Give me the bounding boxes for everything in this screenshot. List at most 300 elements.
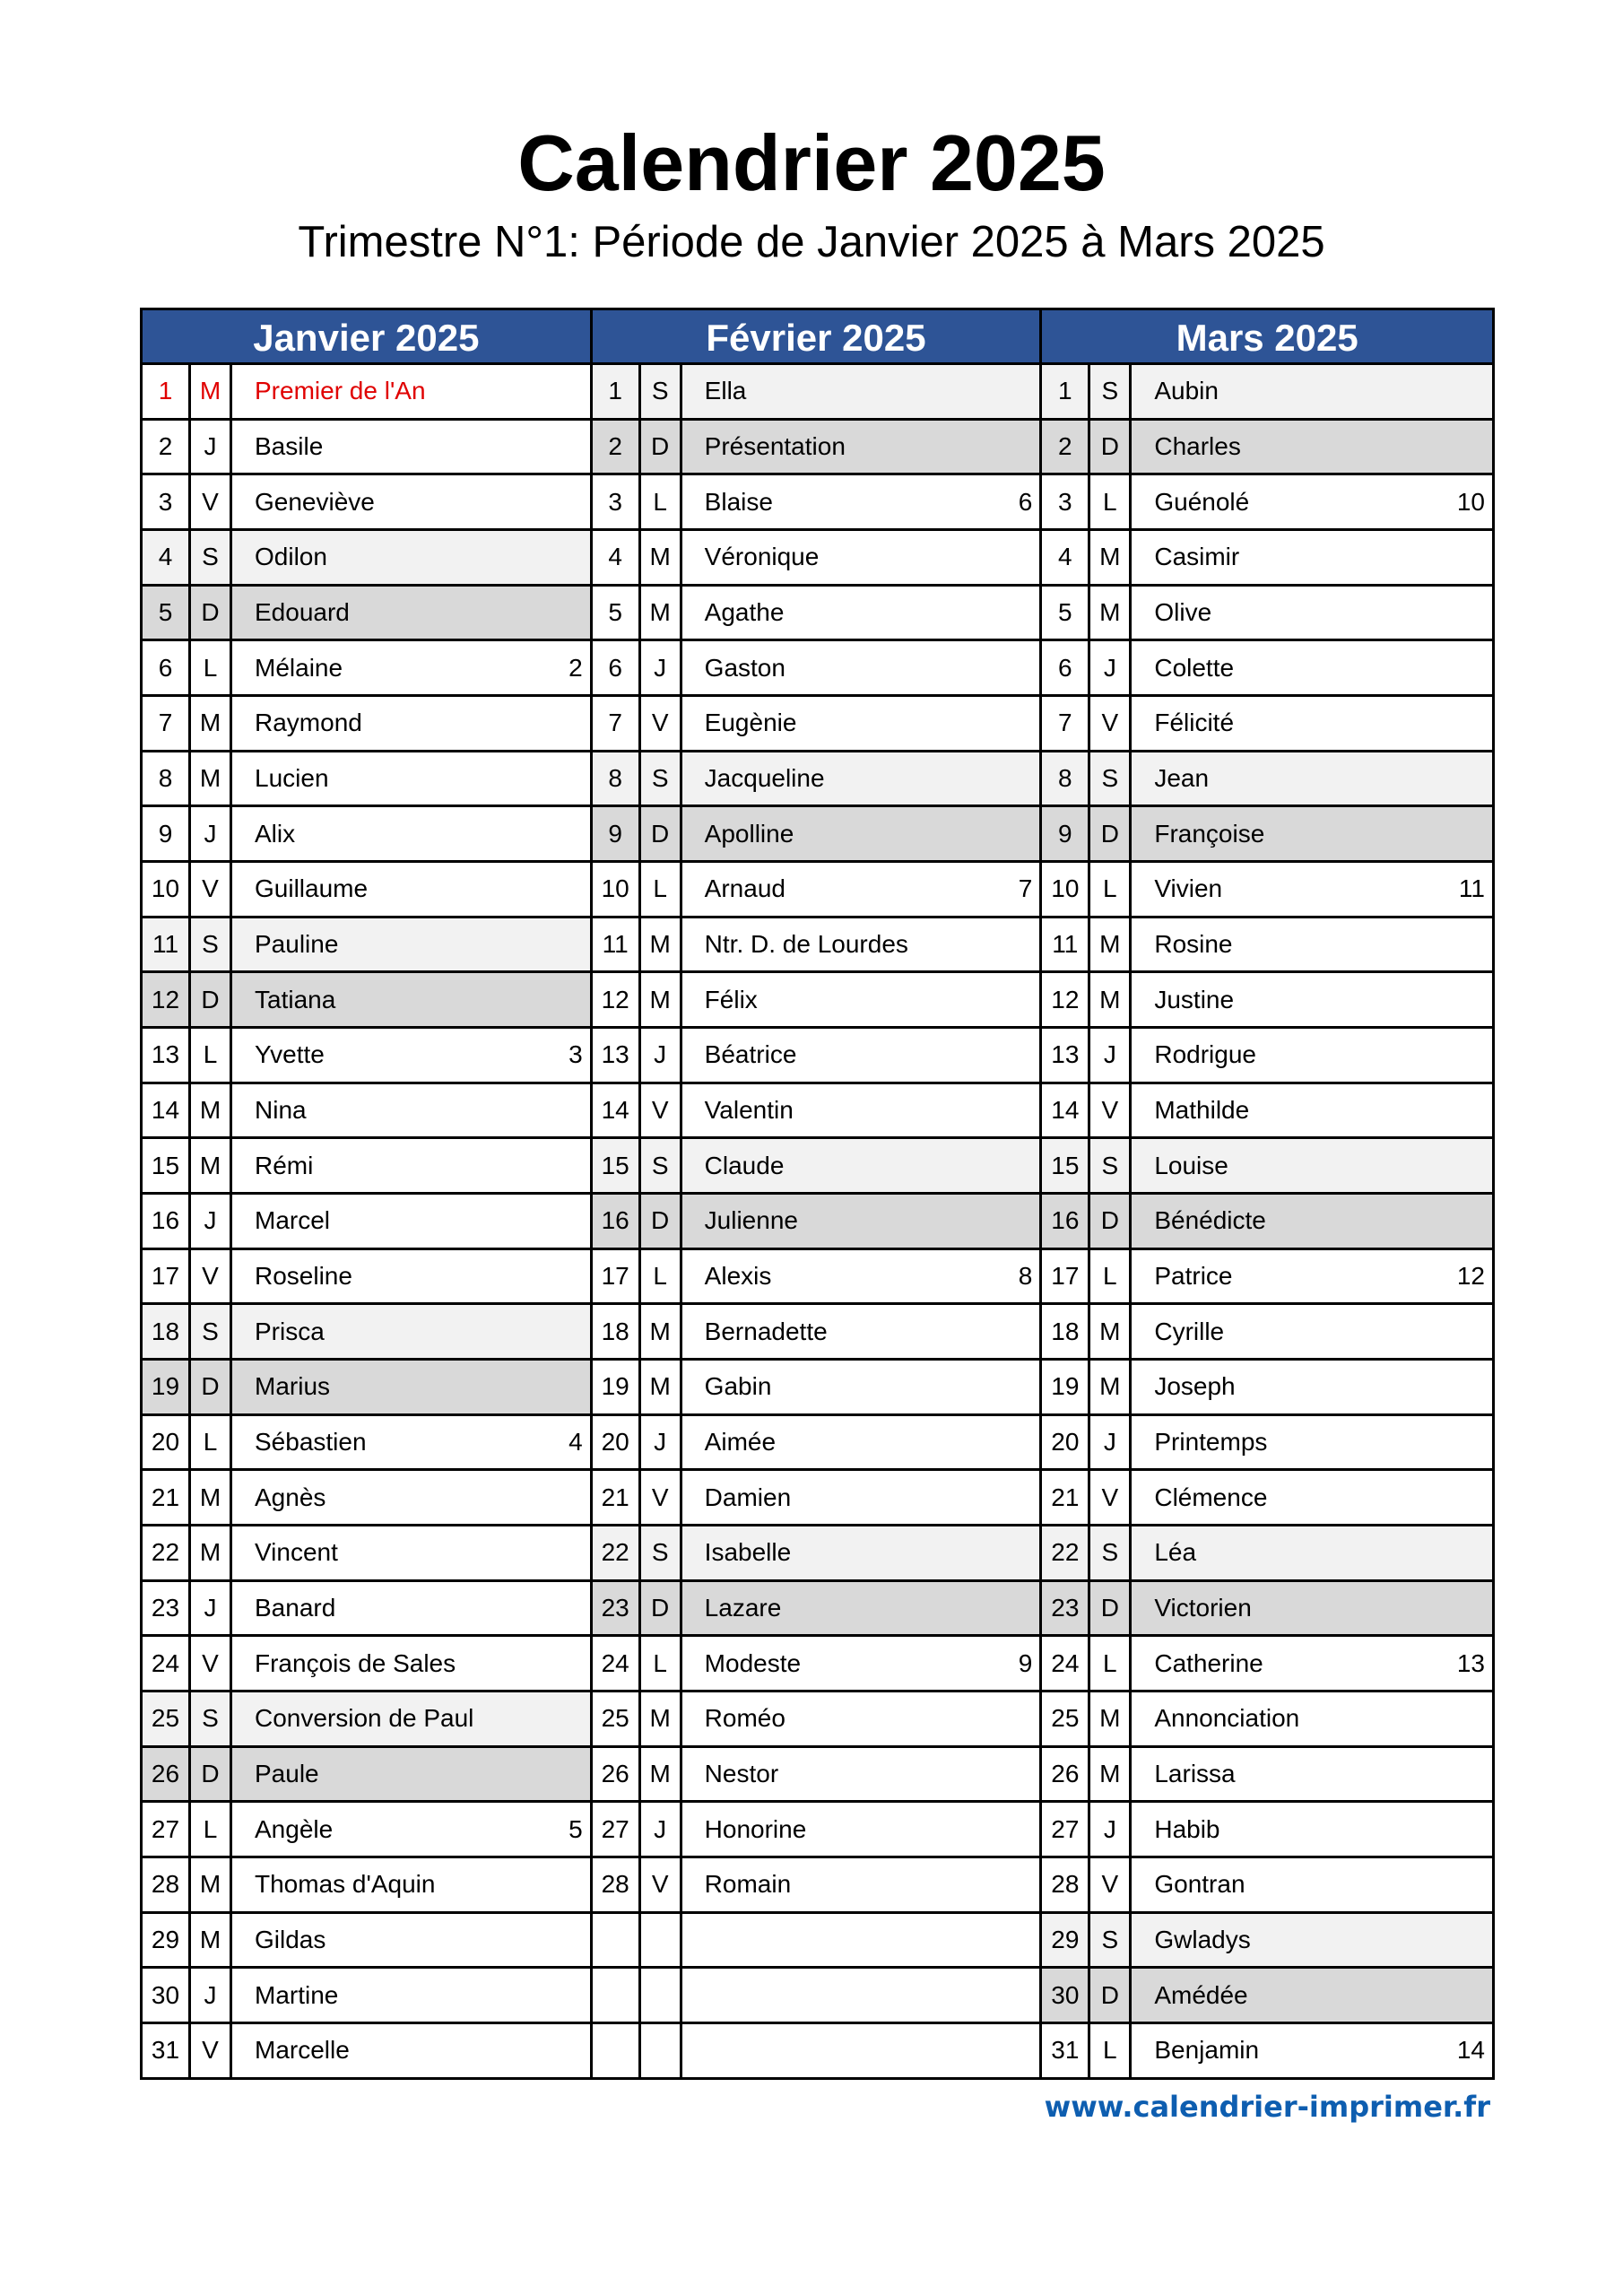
day-row bbox=[593, 1526, 1040, 1582]
saint-name-cell bbox=[682, 2024, 1040, 2077]
month-rows bbox=[593, 365, 1040, 2077]
month-column bbox=[593, 310, 1043, 2077]
saint-name: Arnaud bbox=[704, 874, 785, 903]
saint-name-cell bbox=[1132, 641, 1492, 694]
day-number: 28 bbox=[143, 1858, 191, 1911]
weekday-letter: S bbox=[1090, 1139, 1132, 1192]
week-number: 10 bbox=[1456, 487, 1485, 516]
day-number: 29 bbox=[143, 1914, 191, 1967]
saint-name: Nina bbox=[255, 1096, 307, 1125]
weekday-letter: S bbox=[1090, 1526, 1132, 1579]
saint-name: Justine bbox=[1154, 985, 1235, 1013]
saint-name: Rémi bbox=[255, 1151, 314, 1179]
saint-name: Clémence bbox=[1154, 1483, 1268, 1511]
day-row bbox=[143, 1471, 590, 1526]
day-number: 7 bbox=[1042, 697, 1090, 750]
day-row bbox=[1042, 1416, 1492, 1472]
weekday-letter: V bbox=[191, 2024, 232, 2077]
saint-name: Banard bbox=[255, 1594, 336, 1622]
saint-name: Charles bbox=[1154, 432, 1241, 460]
day-row bbox=[1042, 973, 1492, 1029]
day-number: 6 bbox=[593, 641, 641, 694]
month-rows bbox=[1042, 365, 1492, 2077]
saint-name: Bernadette bbox=[704, 1317, 828, 1345]
day-row bbox=[593, 1748, 1040, 1804]
day-row bbox=[593, 1416, 1040, 1472]
page-subtitle: Trimestre N°1: Période de Janvier 2025 à Mars 2025 bbox=[298, 218, 1325, 266]
calendar-grid bbox=[140, 308, 1495, 2080]
day-number: 7 bbox=[593, 697, 641, 750]
weekday-letter: M bbox=[1090, 587, 1132, 639]
saint-name: Olive bbox=[1154, 598, 1212, 627]
day-number: 24 bbox=[593, 1637, 641, 1690]
month-header: Mars 2025 bbox=[1042, 310, 1492, 365]
weekday-letter: V bbox=[641, 1084, 682, 1137]
saint-name: Ntr. D. de Lourdes bbox=[704, 930, 908, 959]
saint-name: Julienne bbox=[704, 1206, 798, 1235]
week-number: 12 bbox=[1456, 1262, 1485, 1291]
saint-name: Premier de l'An bbox=[255, 377, 426, 405]
day-number: 14 bbox=[1042, 1084, 1090, 1137]
saint-name-cell bbox=[1132, 1914, 1492, 1967]
saint-name-cell bbox=[682, 1195, 1040, 1248]
day-number: 22 bbox=[1042, 1526, 1090, 1579]
saint-name: Geneviève bbox=[255, 487, 375, 516]
saint-name-cell bbox=[682, 1692, 1040, 1745]
saint-name-cell bbox=[682, 587, 1040, 639]
saint-name-cell bbox=[1132, 752, 1492, 805]
day-number bbox=[593, 1914, 641, 1967]
saint-name: Léa bbox=[1154, 1538, 1197, 1567]
weekday-letter: J bbox=[191, 807, 232, 860]
saint-name-cell bbox=[232, 1139, 590, 1192]
weekday-letter: L bbox=[191, 1803, 232, 1856]
week-number: 4 bbox=[568, 1428, 583, 1457]
week-number: 13 bbox=[1456, 1648, 1485, 1677]
day-row bbox=[1042, 1139, 1492, 1195]
saint-name-cell bbox=[1132, 1803, 1492, 1856]
saint-name-cell bbox=[232, 641, 590, 694]
day-row bbox=[593, 1582, 1040, 1638]
saint-name: Habib bbox=[1154, 1814, 1220, 1843]
day-row bbox=[1042, 1084, 1492, 1140]
saint-name: Raymond bbox=[255, 709, 362, 737]
weekday-letter: D bbox=[1090, 421, 1132, 474]
day-row bbox=[593, 421, 1040, 476]
saint-name: Marcelle bbox=[255, 2036, 350, 2065]
saint-name-cell bbox=[1132, 807, 1492, 860]
day-number bbox=[593, 2024, 641, 2077]
saint-name-cell bbox=[1132, 531, 1492, 584]
weekday-letter: S bbox=[641, 1139, 682, 1192]
saint-name-cell bbox=[1132, 1526, 1492, 1579]
day-row bbox=[1042, 1803, 1492, 1858]
day-number: 31 bbox=[1042, 2024, 1090, 2077]
day-number: 17 bbox=[593, 1250, 641, 1303]
day-number: 9 bbox=[143, 807, 191, 860]
week-number: 3 bbox=[568, 1040, 583, 1069]
saint-name: Benjamin bbox=[1154, 2036, 1260, 2065]
weekday-letter: L bbox=[1090, 1250, 1132, 1303]
day-row bbox=[593, 1250, 1040, 1306]
day-row bbox=[1042, 1526, 1492, 1582]
day-row bbox=[143, 1305, 590, 1361]
saint-name: Tatiana bbox=[255, 985, 336, 1013]
saint-name-cell bbox=[1132, 1858, 1492, 1911]
weekday-letter: L bbox=[191, 1416, 232, 1469]
day-number: 25 bbox=[143, 1692, 191, 1745]
saint-name-cell bbox=[232, 1637, 590, 1690]
saint-name-cell bbox=[232, 365, 590, 418]
saint-name-cell bbox=[232, 1305, 590, 1358]
day-number: 28 bbox=[1042, 1858, 1090, 1911]
saint-name: Thomas d'Aquin bbox=[255, 1870, 436, 1899]
saint-name: Honorine bbox=[704, 1814, 807, 1843]
saint-name-cell bbox=[1132, 1029, 1492, 1082]
weekday-letter: J bbox=[191, 1195, 232, 1248]
saint-name-cell bbox=[1132, 475, 1492, 528]
day-number: 15 bbox=[1042, 1139, 1090, 1192]
saint-name: Valentin bbox=[704, 1096, 794, 1125]
weekday-letter: M bbox=[641, 918, 682, 971]
week-number: 7 bbox=[1018, 874, 1033, 903]
saint-name-cell bbox=[232, 1084, 590, 1137]
saint-name-cell bbox=[232, 1416, 590, 1469]
weekday-letter: J bbox=[1090, 1029, 1132, 1082]
weekday-letter: V bbox=[1090, 1858, 1132, 1911]
day-row bbox=[1042, 918, 1492, 974]
saint-name: Alix bbox=[255, 819, 296, 848]
day-row bbox=[143, 697, 590, 752]
day-number: 12 bbox=[143, 973, 191, 1026]
saint-name-cell bbox=[232, 1250, 590, 1303]
weekday-letter: D bbox=[1090, 1969, 1132, 2022]
saint-name: Conversion de Paul bbox=[255, 1704, 474, 1733]
day-number: 11 bbox=[1042, 918, 1090, 971]
weekday-letter: J bbox=[1090, 1803, 1132, 1856]
day-row bbox=[1042, 531, 1492, 587]
saint-name: Angèle bbox=[255, 1814, 334, 1843]
day-number: 19 bbox=[143, 1361, 191, 1413]
day-row bbox=[143, 1029, 590, 1084]
saint-name-cell bbox=[232, 1914, 590, 1967]
saint-name-cell bbox=[232, 1858, 590, 1911]
saint-name-cell bbox=[232, 1748, 590, 1801]
saint-name-cell bbox=[682, 1914, 1040, 1967]
saint-name-cell bbox=[682, 918, 1040, 971]
weekday-letter: D bbox=[641, 807, 682, 860]
day-number: 1 bbox=[593, 365, 641, 418]
day-row bbox=[593, 587, 1040, 642]
day-row bbox=[593, 752, 1040, 808]
day-row bbox=[593, 641, 1040, 697]
weekday-letter: L bbox=[641, 1250, 682, 1303]
day-number: 27 bbox=[1042, 1803, 1090, 1856]
day-row bbox=[1042, 1471, 1492, 1526]
saint-name-cell bbox=[1132, 1195, 1492, 1248]
day-number: 25 bbox=[1042, 1692, 1090, 1745]
day-row bbox=[1042, 1250, 1492, 1306]
day-number: 3 bbox=[143, 475, 191, 528]
saint-name-cell bbox=[1132, 863, 1492, 916]
day-number: 23 bbox=[593, 1582, 641, 1635]
saint-name: Martine bbox=[255, 1980, 339, 2009]
day-row bbox=[1042, 365, 1492, 421]
day-row bbox=[143, 1692, 590, 1748]
saint-name: Louise bbox=[1154, 1151, 1228, 1179]
saint-name: Guillaume bbox=[255, 874, 369, 903]
saint-name: Présentation bbox=[704, 432, 846, 460]
saint-name: Gabin bbox=[704, 1372, 772, 1401]
saint-name: Jacqueline bbox=[704, 764, 825, 793]
saint-name: Amédée bbox=[1154, 1980, 1248, 2009]
saint-name-cell bbox=[232, 807, 590, 860]
saint-name: Sébastien bbox=[255, 1428, 367, 1457]
day-number: 21 bbox=[593, 1471, 641, 1524]
day-row bbox=[593, 365, 1040, 421]
day-row bbox=[143, 1858, 590, 1914]
day-number: 3 bbox=[593, 475, 641, 528]
weekday-letter: M bbox=[1090, 1361, 1132, 1413]
weekday-letter: M bbox=[641, 973, 682, 1026]
weekday-letter: D bbox=[1090, 807, 1132, 860]
day-number: 26 bbox=[1042, 1748, 1090, 1801]
saint-name: Mélaine bbox=[255, 653, 343, 682]
weekday-letter bbox=[641, 1914, 682, 1967]
saint-name: Bénédicte bbox=[1154, 1206, 1266, 1235]
weekday-letter: S bbox=[1090, 752, 1132, 805]
day-number: 8 bbox=[593, 752, 641, 805]
weekday-letter: L bbox=[191, 641, 232, 694]
weekday-letter: M bbox=[191, 1139, 232, 1192]
weekday-letter: M bbox=[641, 1692, 682, 1745]
day-number: 17 bbox=[1042, 1250, 1090, 1303]
day-row bbox=[1042, 475, 1492, 531]
saint-name-cell bbox=[682, 1361, 1040, 1413]
weekday-letter: D bbox=[641, 1582, 682, 1635]
day-number: 20 bbox=[593, 1416, 641, 1469]
saint-name: Gaston bbox=[704, 653, 785, 682]
day-row bbox=[593, 1195, 1040, 1250]
weekday-letter: D bbox=[191, 1748, 232, 1801]
day-number: 6 bbox=[143, 641, 191, 694]
website-link[interactable]: www.calendrier-imprimer.fr bbox=[1044, 2090, 1490, 2124]
saint-name: Félix bbox=[704, 985, 758, 1013]
day-number: 31 bbox=[143, 2024, 191, 2077]
saint-name: Béatrice bbox=[704, 1040, 797, 1069]
day-row bbox=[593, 1361, 1040, 1416]
weekday-letter: L bbox=[1090, 863, 1132, 916]
weekday-letter: M bbox=[191, 697, 232, 750]
month-column bbox=[1042, 310, 1492, 2077]
saint-name-cell bbox=[232, 1029, 590, 1082]
saint-name: Annonciation bbox=[1154, 1704, 1300, 1733]
week-number: 9 bbox=[1018, 1648, 1033, 1677]
saint-name: Isabelle bbox=[704, 1538, 792, 1567]
saint-name-cell bbox=[682, 863, 1040, 916]
saint-name-cell bbox=[682, 531, 1040, 584]
weekday-letter: J bbox=[641, 1416, 682, 1469]
saint-name: Agnès bbox=[255, 1483, 326, 1511]
day-number: 26 bbox=[143, 1748, 191, 1801]
saint-name-cell bbox=[232, 918, 590, 971]
day-number: 24 bbox=[143, 1637, 191, 1690]
weekday-letter: L bbox=[191, 1029, 232, 1082]
weekday-letter: J bbox=[191, 421, 232, 474]
day-number: 14 bbox=[593, 1084, 641, 1137]
day-row bbox=[593, 475, 1040, 531]
day-number: 17 bbox=[143, 1250, 191, 1303]
day-row bbox=[1042, 1029, 1492, 1084]
day-row bbox=[593, 1914, 1040, 1970]
saint-name: Gwladys bbox=[1154, 1926, 1251, 1954]
day-row bbox=[593, 1637, 1040, 1692]
day-row bbox=[143, 1526, 590, 1582]
saint-name: Ella bbox=[704, 377, 747, 405]
saint-name: Jean bbox=[1154, 764, 1210, 793]
weekday-letter: J bbox=[1090, 1416, 1132, 1469]
saint-name-cell bbox=[682, 475, 1040, 528]
weekday-letter: M bbox=[1090, 973, 1132, 1026]
saint-name: Véronique bbox=[704, 543, 820, 571]
day-row bbox=[143, 1361, 590, 1416]
day-number: 2 bbox=[593, 421, 641, 474]
saint-name-cell bbox=[682, 1969, 1040, 2022]
day-row bbox=[593, 1858, 1040, 1914]
day-number: 27 bbox=[143, 1803, 191, 1856]
saint-name-cell bbox=[682, 1029, 1040, 1082]
day-row bbox=[143, 421, 590, 476]
day-number: 2 bbox=[143, 421, 191, 474]
month-rows bbox=[143, 365, 590, 2077]
week-number: 11 bbox=[1458, 874, 1485, 903]
day-number: 10 bbox=[593, 863, 641, 916]
day-row bbox=[593, 1029, 1040, 1084]
day-row bbox=[593, 2024, 1040, 2077]
saint-name-cell bbox=[682, 1471, 1040, 1524]
day-row bbox=[593, 807, 1040, 863]
weekday-letter: L bbox=[1090, 2024, 1132, 2077]
weekday-letter: S bbox=[641, 1526, 682, 1579]
weekday-letter: D bbox=[191, 973, 232, 1026]
day-row bbox=[1042, 1914, 1492, 1970]
weekday-letter: J bbox=[191, 1582, 232, 1635]
saint-name-cell bbox=[1132, 587, 1492, 639]
day-row bbox=[143, 1969, 590, 2024]
saint-name-cell bbox=[682, 1748, 1040, 1801]
weekday-letter: D bbox=[641, 421, 682, 474]
saint-name: Eugènie bbox=[704, 709, 797, 737]
saint-name: Aimée bbox=[704, 1428, 777, 1457]
saint-name-cell bbox=[682, 1416, 1040, 1469]
saint-name-cell bbox=[232, 2024, 590, 2077]
saint-name: Roméo bbox=[704, 1704, 785, 1733]
day-number: 10 bbox=[143, 863, 191, 916]
saint-name-cell bbox=[682, 1858, 1040, 1911]
day-row bbox=[143, 1582, 590, 1638]
weekday-letter: M bbox=[641, 1361, 682, 1413]
saint-name-cell bbox=[1132, 1582, 1492, 1635]
weekday-letter: D bbox=[641, 1195, 682, 1248]
weekday-letter: S bbox=[1090, 1914, 1132, 1967]
weekday-letter: V bbox=[191, 1250, 232, 1303]
weekday-letter: S bbox=[1090, 365, 1132, 418]
weekday-letter: M bbox=[191, 1526, 232, 1579]
day-number: 30 bbox=[143, 1969, 191, 2022]
saint-name-cell bbox=[232, 531, 590, 584]
day-row bbox=[1042, 1969, 1492, 2024]
weekday-letter: M bbox=[191, 1858, 232, 1911]
day-row bbox=[1042, 1361, 1492, 1416]
day-number: 4 bbox=[143, 531, 191, 584]
weekday-letter: J bbox=[641, 1029, 682, 1082]
saint-name: Victorien bbox=[1154, 1594, 1252, 1622]
day-number: 23 bbox=[143, 1582, 191, 1635]
saint-name-cell bbox=[682, 1084, 1040, 1137]
weekday-letter bbox=[641, 2024, 682, 2077]
weekday-letter: L bbox=[641, 475, 682, 528]
saint-name-cell bbox=[682, 1582, 1040, 1635]
day-number bbox=[593, 1969, 641, 2022]
weekday-letter: J bbox=[641, 1803, 682, 1856]
day-number: 18 bbox=[143, 1305, 191, 1358]
saint-name: Aubin bbox=[1154, 377, 1219, 405]
saint-name-cell bbox=[1132, 973, 1492, 1026]
saint-name: Marius bbox=[255, 1372, 331, 1401]
weekday-letter: M bbox=[1090, 1748, 1132, 1801]
saint-name: Catherine bbox=[1154, 1648, 1263, 1677]
day-row bbox=[593, 531, 1040, 587]
weekday-letter: V bbox=[641, 697, 682, 750]
day-row bbox=[143, 807, 590, 863]
saint-name: Prisca bbox=[255, 1317, 325, 1345]
saint-name-cell bbox=[1132, 1416, 1492, 1469]
saint-name-cell bbox=[682, 1637, 1040, 1690]
weekday-letter: D bbox=[1090, 1195, 1132, 1248]
saint-name: Guénolé bbox=[1154, 487, 1250, 516]
saint-name-cell bbox=[1132, 365, 1492, 418]
day-number: 12 bbox=[1042, 973, 1090, 1026]
saint-name: Casimir bbox=[1154, 543, 1240, 571]
day-row bbox=[143, 1914, 590, 1970]
saint-name: Marcel bbox=[255, 1206, 331, 1235]
day-number: 9 bbox=[1042, 807, 1090, 860]
week-number: 6 bbox=[1018, 487, 1033, 516]
day-row bbox=[143, 2024, 590, 2077]
saint-name-cell bbox=[1132, 421, 1492, 474]
day-row bbox=[143, 531, 590, 587]
saint-name: Blaise bbox=[704, 487, 773, 516]
saint-name: Romain bbox=[704, 1870, 792, 1899]
saint-name: Claude bbox=[704, 1151, 785, 1179]
day-row bbox=[593, 863, 1040, 918]
saint-name: Damien bbox=[704, 1483, 792, 1511]
day-number: 20 bbox=[1042, 1416, 1090, 1469]
saint-name-cell bbox=[682, 1139, 1040, 1192]
saint-name: Lazare bbox=[704, 1594, 782, 1622]
saint-name-cell bbox=[1132, 1637, 1492, 1690]
day-row bbox=[143, 1195, 590, 1250]
weekday-letter: M bbox=[191, 1084, 232, 1137]
day-number: 21 bbox=[1042, 1471, 1090, 1524]
weekday-letter: J bbox=[191, 1969, 232, 2022]
day-number: 11 bbox=[143, 918, 191, 971]
day-number: 14 bbox=[143, 1084, 191, 1137]
weekday-letter: L bbox=[641, 863, 682, 916]
weekday-letter: M bbox=[191, 1471, 232, 1524]
day-row bbox=[143, 1084, 590, 1140]
weekday-letter: S bbox=[191, 531, 232, 584]
